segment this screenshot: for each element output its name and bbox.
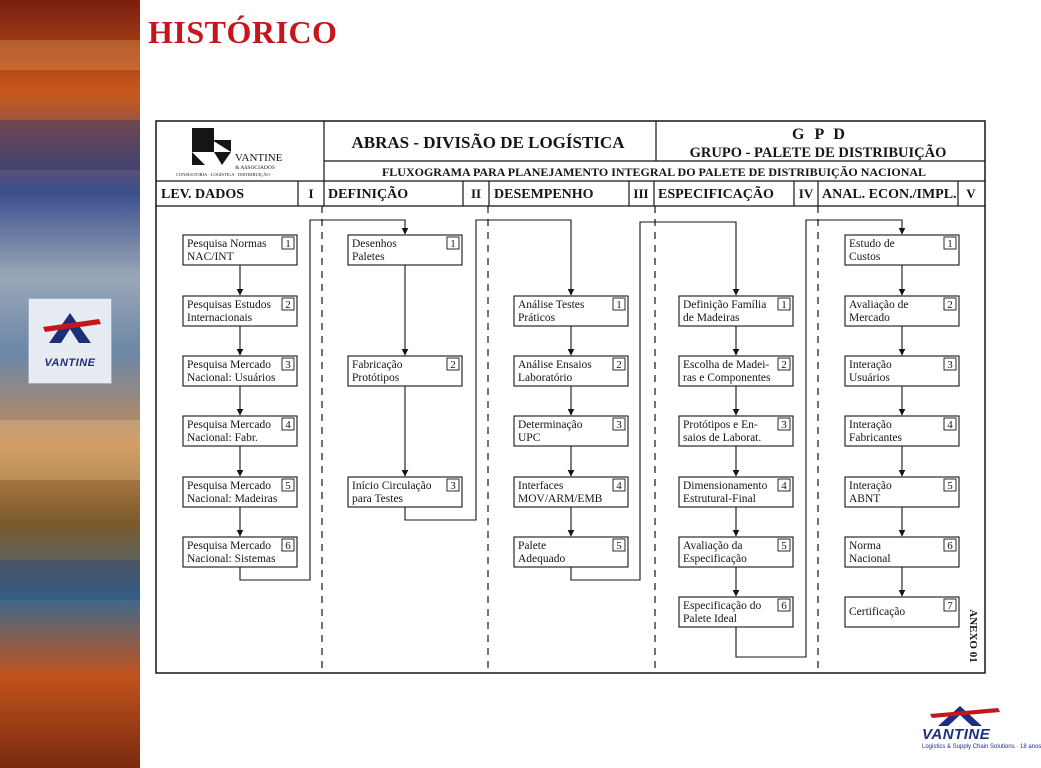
step-label-line: Nacional: Fabr. bbox=[187, 432, 258, 444]
flow-step-box bbox=[183, 416, 297, 446]
step-number: 4 bbox=[616, 480, 622, 492]
step-label-line: Pesquisas Estudos bbox=[187, 299, 272, 311]
company-logo-tagline: CONSULTORIA · LOGÍSTICA · DISTRIBUIÇÃO bbox=[176, 172, 270, 177]
step-number: 1 bbox=[285, 238, 291, 250]
phase-name-3: DESEMPENHO bbox=[494, 187, 594, 202]
flow-step-box bbox=[679, 537, 793, 567]
step-number: 4 bbox=[947, 419, 953, 431]
flow-step-box bbox=[679, 356, 793, 386]
flow-step-box bbox=[845, 296, 959, 326]
header-gpd: G P D bbox=[792, 126, 848, 143]
flow-step-box bbox=[183, 477, 297, 507]
phase-name-2: DEFINIÇÃO bbox=[328, 187, 409, 202]
step-label-line: Práticos bbox=[518, 312, 556, 324]
step-number: 1 bbox=[947, 238, 953, 250]
step-label-line: Laboratório bbox=[518, 372, 573, 384]
flow-step-box bbox=[679, 296, 793, 326]
phase-name-5: ANAL. ECON./IMPL. bbox=[822, 187, 957, 202]
step-label-line: Avaliação da bbox=[683, 540, 743, 552]
step-label-line: Nacional: Usuários bbox=[187, 372, 276, 384]
step-label-line: Palete Ideal bbox=[683, 613, 737, 625]
flow-step-box bbox=[845, 416, 959, 446]
flow-step-box bbox=[348, 356, 462, 386]
flow-step-box bbox=[679, 597, 793, 627]
flow-step-box bbox=[514, 296, 628, 326]
step-label-line: Protótipos e En- bbox=[683, 419, 758, 431]
step-label-line: Avaliação de bbox=[849, 299, 909, 311]
step-number: 5 bbox=[285, 480, 291, 492]
step-label-line: NAC/INT bbox=[187, 251, 234, 263]
phase-number-2: II bbox=[470, 186, 482, 201]
step-label-line: MOV/ARM/EMB bbox=[518, 493, 603, 505]
flow-step-box bbox=[679, 416, 793, 446]
flowchart-subtitle: FLUXOGRAMA PARA PLANEJAMENTO INTEGRAL DO PALETE DE DISTRIBUIÇÃO NACIONAL bbox=[381, 165, 927, 179]
footer-logo-tagline: Logistics & Supply Chain Solutions · 18 anos bbox=[922, 744, 1041, 750]
flow-step-box bbox=[845, 477, 959, 507]
company-logo-subtitle: & ASSOCIADOS bbox=[235, 165, 275, 171]
step-label-line: Nacional: Madeiras bbox=[187, 493, 278, 505]
step-label-line: para Testes bbox=[352, 493, 404, 505]
flow-step-box bbox=[514, 356, 628, 386]
step-label-line: Nacional: Sistemas bbox=[187, 553, 276, 565]
step-number: 4 bbox=[781, 480, 787, 492]
step-number: 2 bbox=[616, 359, 622, 371]
step-label-line: Estudo de bbox=[849, 238, 895, 250]
step-label-line: de Madeiras bbox=[683, 312, 740, 324]
step-number: 3 bbox=[285, 359, 291, 371]
step-number: 1 bbox=[616, 299, 622, 311]
step-label-line: Início Circulação bbox=[352, 480, 432, 492]
step-number: 2 bbox=[285, 299, 291, 311]
step-label-line: Escolha de Madei- bbox=[683, 359, 770, 371]
step-label-line: Pesquisa Normas bbox=[187, 238, 267, 250]
step-label-line: Interação bbox=[849, 480, 892, 492]
flow-step-box bbox=[183, 356, 297, 386]
sidebar-logo-text: VANTINE bbox=[44, 357, 96, 369]
header-grupo: GRUPO - PALETE DE DISTRIBUIÇÃO bbox=[689, 145, 947, 161]
flow-step-box bbox=[514, 416, 628, 446]
step-number: 6 bbox=[285, 540, 291, 552]
step-number: 2 bbox=[947, 299, 953, 311]
step-label-line: Especificação bbox=[683, 553, 747, 565]
step-label-line: Fabricantes bbox=[849, 432, 903, 444]
step-label-line: Dimensionamento bbox=[683, 480, 768, 492]
step-label-line: Nacional bbox=[849, 553, 891, 565]
phase-number-5: V bbox=[966, 186, 976, 201]
phase-number-3: III bbox=[633, 186, 649, 201]
step-number: 3 bbox=[450, 480, 456, 492]
step-label-line: Mercado bbox=[849, 312, 890, 324]
flow-step-box bbox=[514, 537, 628, 567]
flow-step-box bbox=[845, 597, 959, 627]
flow-step-box bbox=[183, 235, 297, 265]
step-label-line: Análise Testes bbox=[518, 299, 585, 311]
step-number: 4 bbox=[285, 419, 291, 431]
step-label-line: Paletes bbox=[352, 251, 385, 263]
flow-step-box bbox=[348, 235, 462, 265]
step-label-line: Protótipos bbox=[352, 372, 400, 384]
step-label-line: Fabricação bbox=[352, 359, 403, 371]
page-title: HISTÓRICO bbox=[148, 14, 338, 50]
flow-step-box bbox=[514, 477, 628, 507]
step-label-line: Pesquisa Mercado bbox=[187, 480, 271, 492]
vantine-plane-icon bbox=[918, 702, 1018, 728]
step-label-line: Usuários bbox=[849, 372, 890, 384]
step-number: 7 bbox=[947, 600, 953, 612]
step-label-line: Interfaces bbox=[518, 480, 564, 492]
step-label-line: ABNT bbox=[849, 493, 881, 505]
step-label-line: Interação bbox=[849, 419, 892, 431]
flow-step-box bbox=[845, 235, 959, 265]
step-label-line: Definição Família bbox=[683, 299, 767, 311]
step-label-line: Determinação bbox=[518, 419, 583, 431]
flow-step-box bbox=[679, 477, 793, 507]
phase-name-4: ESPECIFICAÇÃO bbox=[658, 187, 774, 202]
step-label-line: Adequado bbox=[518, 553, 566, 565]
company-logo-name: VANTINE bbox=[235, 152, 283, 164]
step-label-line: Desenhos bbox=[352, 238, 397, 250]
step-number: 5 bbox=[781, 540, 787, 552]
flow-step-box bbox=[845, 537, 959, 567]
step-number: 1 bbox=[450, 238, 456, 250]
phase-number-1: I bbox=[308, 186, 314, 201]
flow-step-box bbox=[348, 477, 462, 507]
footer-logo-brand: VANTINE bbox=[922, 726, 991, 743]
step-label-line: Pesquisa Mercado bbox=[187, 540, 271, 552]
step-number: 3 bbox=[781, 419, 787, 431]
step-label-line: Pesquisa Mercado bbox=[187, 419, 271, 431]
step-label-line: Internacionais bbox=[187, 312, 253, 324]
footer-vantine-logo bbox=[918, 702, 1041, 754]
step-label-line: Pesquisa Mercado bbox=[187, 359, 271, 371]
step-label-line: Especificação do bbox=[683, 600, 762, 612]
step-number: 2 bbox=[781, 359, 787, 371]
flow-step-box bbox=[845, 356, 959, 386]
step-number: 5 bbox=[616, 540, 622, 552]
step-label-line: Análise Ensaios bbox=[518, 359, 592, 371]
step-number: 6 bbox=[781, 600, 787, 612]
step-label-line: Norma bbox=[849, 540, 881, 552]
phase-number-4: IV bbox=[798, 186, 814, 201]
flow-step-box bbox=[183, 537, 297, 567]
step-label-line: UPC bbox=[518, 432, 541, 444]
flow-step-box bbox=[183, 296, 297, 326]
phase-name-1: LEV. DADOS bbox=[161, 187, 244, 202]
step-number: 6 bbox=[947, 540, 953, 552]
step-label-line: Palete bbox=[518, 540, 547, 552]
step-number: 3 bbox=[947, 359, 953, 371]
step-label-line: Estrutural-Final bbox=[683, 493, 756, 505]
step-number: 3 bbox=[616, 419, 622, 431]
header-abras: ABRAS - DIVISÃO DE LOGÍSTICA bbox=[351, 133, 625, 152]
step-number: 1 bbox=[781, 299, 787, 311]
step-number: 5 bbox=[947, 480, 953, 492]
step-label-line: Custos bbox=[849, 251, 881, 263]
step-number: 2 bbox=[450, 359, 456, 371]
step-label-line: saios de Laborat. bbox=[683, 432, 762, 444]
annex-label: ANEXO 01 bbox=[967, 609, 979, 663]
step-label-line: ras e Componentes bbox=[683, 372, 771, 384]
step-label-line: Certificação bbox=[849, 606, 906, 618]
step-label-line: Interação bbox=[849, 359, 892, 371]
